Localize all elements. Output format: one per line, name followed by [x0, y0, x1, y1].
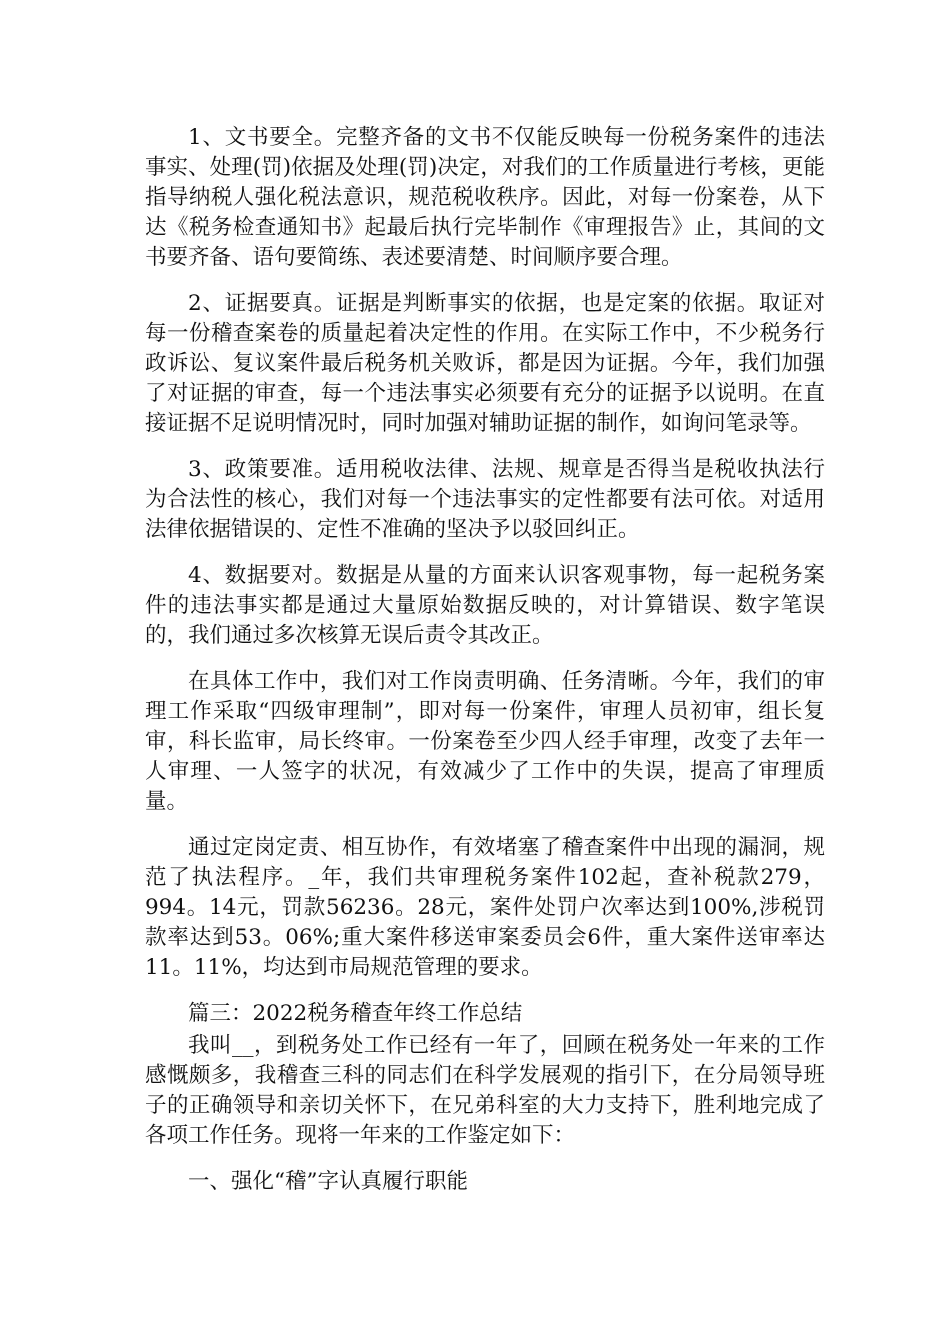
document-body [145, 123, 825, 1197]
paragraph-evidence: 2、证据要真。证据是判断事实的依据，也是定案的依据。取证对每一份稽查案卷的质量起着决定性的作用。在实际工作中，不少税务行政诉讼、复议案件最后税务机关败诉，都是因为证据。今年，我们加强了对证据的审查，每一个违法事实必须要有充分的证据予以说明。在直接证据不足说明情况时，同时加强对辅助证据的制作，如询问笔录等。 [145, 291, 825, 436]
section-heading: 篇三：2022税务稽查年终工作总结 [188, 1001, 523, 1026]
paragraph-documents: 1、文书要全。完整齐备的文书不仅能反映每一份税务案件的违法事实、处理(罚)依据及处理(罚)决定，对我们的工作质量进行考核，更能指导纳税人强化税法意识，规范税收秩序。因此，对每一份案卷，从下达《税务检查通知书》起最后执行完毕制作《审理报告》止，其间的文书要齐备、语句要简练、表述要清楚、时间顺序要合理。 [145, 125, 825, 270]
paragraph-results: 通过定岗定责、相互协作，有效堵塞了稽查案件中出现的漏洞，规范了执法程序。_年，我们共审理税务案件102起，查补税款279，994。14元，罚款56236。28元，案件处罚户次率达到100%,涉税罚款率达到53。06%;重大案件移送审案委员会6件，重大案件送审率达11。11%，均达到市局规范管理的要求。 [145, 835, 825, 980]
paragraph-policy: 3、政策要准。适用税收法律、法规、规章是否得当是税收执法行为合法性的核心，我们对每一个违法事实的定性都要有法可依。对适用法律依据错误的、定性不准确的坚决予以驳回纠正。 [145, 457, 825, 542]
paragraph-review-system: 在具体工作中，我们对工作岗责明确、任务清晰。今年，我们的审理工作采取“四级审理制”，即对每一份案件，审理人员初审，组长复审，科长监审，局长终审。一份案卷至少四人经手审理，改变了去年一人审理、一人签字的状况，有效减少了工作中的失误，提高了审理质量。 [145, 669, 825, 814]
subsection-heading: 一、强化“稽”字认真履行职能 [188, 1169, 468, 1194]
paragraph-intro: 我叫__，到税务处工作已经有一年了，回顾在税务处一年来的工作感慨颇多，我稽查三科的同志们在科学发展观的指引下，在分局领导班子的正确领导和亲切关怀下，在兄弟科室的大力支持下，胜利地完成了各项工作任务。现将一年来的工作鉴定如下： [145, 1033, 825, 1148]
paragraph-data: 4、数据要对。数据是从量的方面来认识客观事物，每一起税务案件的违法事实都是通过大量原始数据反映的，对计算错误、数字笔误的，我们通过多次核算无误后责令其改正。 [145, 563, 825, 648]
